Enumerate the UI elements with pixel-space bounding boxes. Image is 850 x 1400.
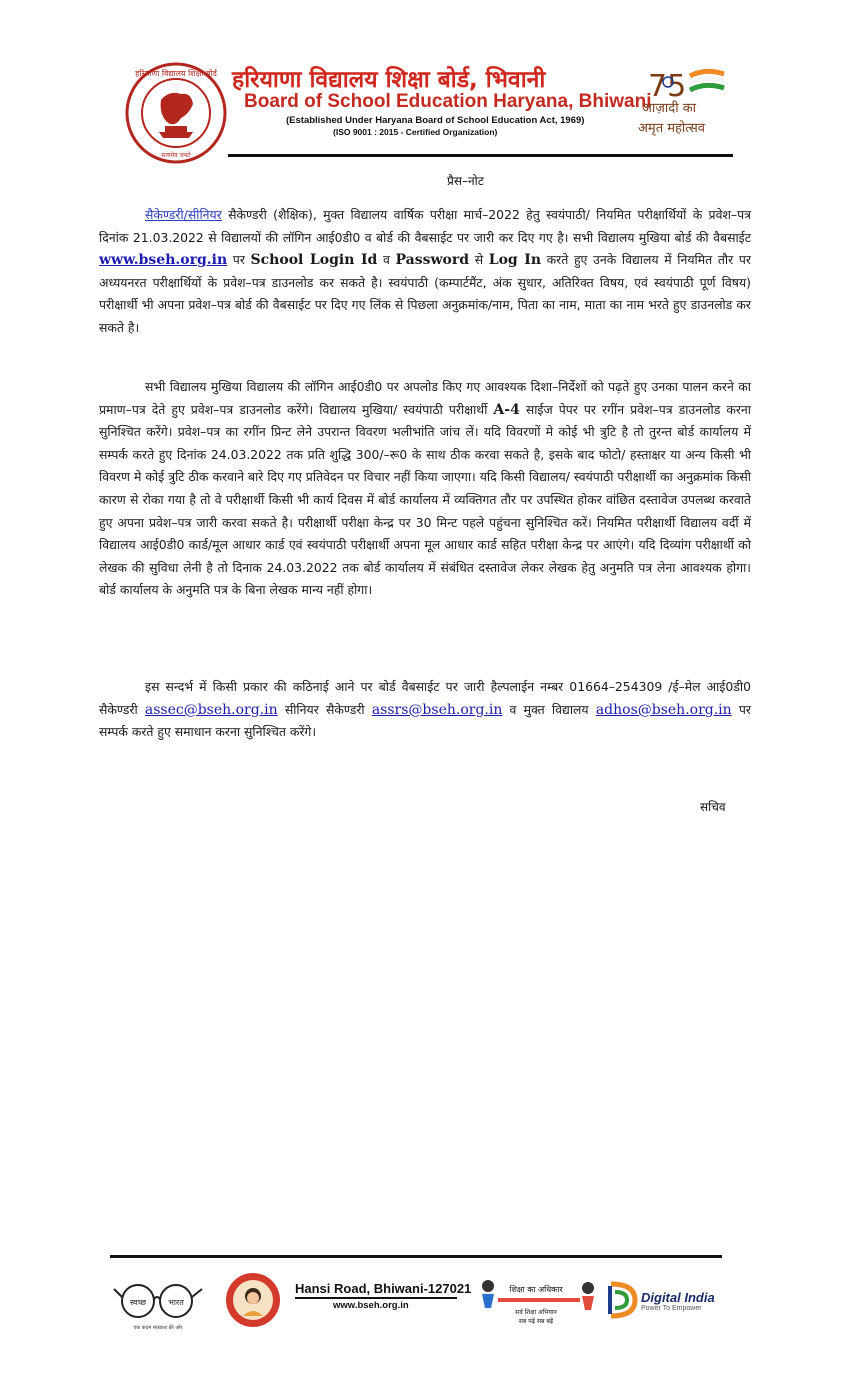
paragraph-admit-card-release: सैकेण्डरी/सीनियर सैकेण्डरी (शैक्षिक), मुक्त विद्यालय वार्षिक परीक्षा मार्च–2022 हेतु स्वयंपाठी/ नियमित परीक्षार्थियों के प्रवेश–पत्र दिनांक 21.03.2022 से विद्यालयों की लॉगिन आई0डी0 व बोर्ड की वैबसाईट पर जारी कर दिए गए है। सभी विद्यालय मुखिया बोर्ड की वैबसाईट www.bseh.org.in पर School Login Id व Password से Log In करते हुए उनके विद्यालय में नियमित तौर पर अध्ययनरत परीक्षार्थियों के प्रवेश–पत्र डाउनलोड कर सकते है। स्वयंपाठी (कम्पार्टमैंट, अंक सुधार, अतिरिक्त विषय, एवं स्वयंपाठी पूर्ण विषय) परीक्षार्थी भी अपना प्रवेश–पत्र बोर्ड की वैबसाईट पर दिए गए लिंक से पिछला अनुक्रमांक/नाम, पिता का नाम, माता का नाम भरते हुए डाउनलोड कर सकते है। — [99, 207, 751, 335]
board-website-link[interactable]: www.bseh.org.in — [99, 252, 228, 269]
footer-divider — [110, 1255, 722, 1258]
email-secondary-link[interactable]: assec@bseh.org.in — [144, 701, 278, 718]
svg-text:सर्व शिक्षा अभियान: सर्व शिक्षा अभियान — [515, 1309, 557, 1316]
svg-text:सत्यमेव जयते: सत्यमेव जयते — [161, 152, 191, 159]
digital-india-title: Digital India — [641, 1290, 715, 1305]
press-note-heading: प्रैस–नोट — [447, 174, 484, 188]
digital-india-tagline: Power To Empower — [641, 1305, 702, 1312]
footer-website[interactable]: www.bseh.org.in — [333, 1300, 409, 1311]
beti-bachao-logo — [225, 1272, 281, 1328]
footer-address-underline — [295, 1297, 457, 1299]
swachh-bharat-logo — [110, 1275, 210, 1335]
svg-text:हरियाणा विद्यालय शिक्षा बोर्ड: हरियाणा विद्यालय शिक्षा बोर्ड — [135, 69, 217, 78]
digital-india-icon — [605, 1280, 639, 1320]
paragraph-helpline: इस सन्दर्भ में किसी प्रकार की कठिनाई आने पर बोर्ड वैबसाईट पर जारी हैल्पलाईन नम्बर 01664–254309 /ई–मेल आई0डी0 सैकेण्डरी assec@bseh.org.in सीनियर सैकेण्डरी assrs@bseh.org.in व मुक्त विद्यालय adhos@bseh.org.in पर सम्पर्क करते हुए समाधान करना सुनिश्चित करेंगे। — [99, 679, 751, 740]
svg-text:सब पढ़ें सब बढ़ें: सब पढ़ें सब बढ़ें — [518, 1318, 554, 1325]
svg-text:एक कदम स्वच्छता की ओर: एक कदम स्वच्छता की ओर — [133, 1325, 183, 1331]
signature-secretary: सचिव — [700, 800, 726, 814]
board-seal-logo — [125, 62, 227, 164]
svg-text:भारत: भारत — [168, 1298, 184, 1307]
azadi-ka-amrit-mahotsav-logo — [640, 66, 740, 146]
established-note: (Established Under Haryana Board of School Education Act, 1969) — [286, 115, 585, 126]
azadi-line-2: अमृत महोत्सव — [638, 121, 706, 136]
secondary-senior-link[interactable]: सैकेण्डरी/सीनियर — [145, 207, 222, 222]
paragraph-instructions: सभी विद्यालय मुखिया विद्यालय की लॉगिन आई0डी0 पर अपलोड किए गए आवश्यक दिशा–निर्देशों को पढ़ते हुए उनका पालन करने का प्रमाण–पत्र देते हुए प्रवेश–पत्र डाउनलोड करेंगे। विद्यालय मुखिया/ स्वयंपाठी परीक्षार्थी A-4 साईज पेपर पर रगींन प्रवेश–पत्र डाउनलोड करना सुनिश्चित करेंगे। प्रवेश–पत्र का रगींन प्रिन्ट लेने उपरान्त विवरण भलीभांति जांच लें। यदि विवरणों मे कोई भी त्रुटि है तो तुरन्त बोर्ड कार्यालय में सम्पर्क करते हुए दिनांक 24.03.2022 तक प्रति शुद्धि 300/–रू0 के साथ ठीक करवा सकते है, इसके बाद फोटो/ हस्ताक्षर या अन्य किसी भी विवरण मे कोई त्रुटि ठीक करवाने बारे दिए गए प्रतिवेदन पर विचार नहीं किया जाएगा। यदि किसी विद्यालय/ स्वयंपाठी परीक्षार्थी का अनुक्रमांक किसी कारण से रोका गया है तो वे परीक्षार्थी किसी भी कार्य दिवस में बोर्ड कार्यालय में व्यक्तिगत तौर पर उपस्थित होकर वांछित दस्तावेज उपलब्ध करवाते हुए अपना प्रवेश–पत्र जारी करवा सकते है। परीक्षार्थी परीक्षा केन्द्र पर 30 मिन्ट पहले पहुंचना सुनिश्चित करें। नियमित परीक्षार्थी विद्यालय वर्दी में विद्यालय आई0डी0 कार्ड/मूल आधार कार्ड एवं स्वयंपाठी परीक्षार्थी अपना मूल आधार कार्ड सहित परीक्षा केन्द्र पर आएंगे। यदि दिव्यांग परीक्षार्थी को लेखक की सुविधा लेनी है तो दिनाक 24.03.2022 तक बोर्ड कार्यालय में संबंधित दस्तावेज लेकर लेखक हेतु अनुमति पत्र लेना आवश्यक होगा। बोर्ड कार्यालय के अनुमति पत्र के बिना लेखक मान्य नहीं होगा। — [99, 379, 751, 598]
email-senior-secondary-link[interactable]: assrs@bseh.org.in — [371, 701, 503, 718]
flag-75-icon — [640, 66, 740, 102]
svg-text:स्वच्छ: स्वच्छ — [129, 1298, 147, 1307]
footer-address: Hansi Road, Bhiwani-127021 — [295, 1281, 472, 1296]
board-title-english: Board of School Education Haryana, Bhiwani — [244, 91, 652, 112]
header-divider — [228, 154, 733, 157]
svg-text:शिक्षा का अधिकार: शिक्षा का अधिकार — [509, 1285, 563, 1294]
email-open-school-link[interactable]: adhos@bseh.org.in — [595, 701, 732, 718]
iso-note: (ISO 9001 : 2015 - Certified Organization) — [333, 127, 498, 137]
azadi-line-1: आज़ादी का — [642, 101, 697, 116]
digital-india-logo — [605, 1280, 720, 1320]
right-to-education-logo — [478, 1276, 598, 1328]
board-title-hindi: हरियाणा विद्यालय शिक्षा बोर्ड, भिवानी — [232, 67, 546, 93]
svg-text:75: 75 — [648, 69, 687, 102]
